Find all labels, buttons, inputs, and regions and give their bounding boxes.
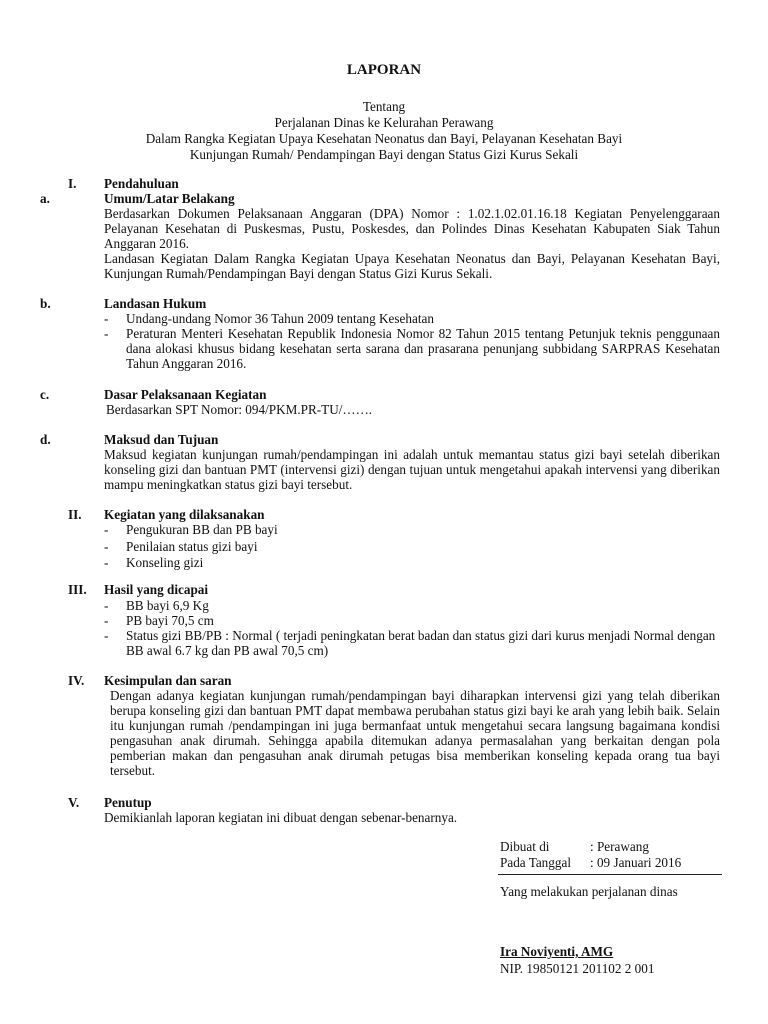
list-dash: - [104, 311, 109, 326]
section-heading: Hasil yang dicapai [104, 582, 209, 597]
section-heading: Penutup [104, 795, 152, 810]
subsection-label: a. [40, 191, 50, 206]
paragraph: Berdasarkan Dokumen Pelaksanaan Anggaran (DPA) Nomor : 1.02.1.02.01.16.18 Kegiatan Penyelenggaraan Pelayanan Kesehatan di Puskesmas, Pustu, Poskesdes, dan Polindes Dinas Kesehatan Kabupaten Siak Tahun Anggaran 2016. [104, 206, 720, 251]
list-item: Konseling gizi [126, 555, 204, 570]
section-number: III. [68, 582, 87, 597]
section-number: I. [68, 176, 77, 191]
list-dash: - [104, 539, 109, 554]
section-number: V. [68, 795, 80, 810]
list-item: Peraturan Menteri Kesehatan Republik Indonesia Nomor 82 Tahun 2015 tentang Petunjuk teknis penggunaan dana alokasi khusus bidang kesehatan serta sarana dan prasarana penunjang subbidang SARPRAS Kesehatan Tahun Anggaran 2016. [126, 326, 720, 371]
list-item: Undang-undang Nomor 36 Tahun 2009 tentang Kesehatan [126, 311, 434, 326]
subsection-label: d. [40, 432, 51, 447]
document-title: LAPORAN [346, 62, 422, 78]
subsection-heading: Dasar Pelaksanaan Kegiatan [104, 387, 267, 402]
subsection-heading: Umum/Latar Belakang [104, 191, 235, 206]
list-dash: - [104, 522, 109, 537]
list-dash: - [104, 628, 109, 643]
subtitle-line-3: Dalam Rangka Kegiatan Upaya Kesehatan Neonatus dan Bayi, Pelayanan Kesehatan Bayi [145, 131, 623, 146]
signer-name: Ira Noviyenti, AMG [500, 944, 614, 959]
date-value: : 09 Januari 2016 [590, 855, 682, 870]
subsection-heading: Maksud dan Tujuan [104, 432, 219, 447]
section-number: IV. [68, 673, 85, 688]
list-item: PB bayi 70,5 cm [126, 613, 214, 628]
paragraph: Demikianlah laporan kegiatan ini dibuat dengan sebenar-benarnya. [104, 810, 458, 825]
paragraph: Maksud kegiatan kunjungan rumah/pendampingan ini adalah untuk memantau status gizi bayi setelah diberikan konseling gizi dan bantuan PMT (intervensi gizi) dengan tujuan untuk mengetahui apakah intervensi yang diberikan mampu meningkatkan status gizi bayi tersebut. [104, 447, 720, 492]
made-in-value: : Perawang [590, 839, 649, 854]
subtitle-line-1: Tentang [362, 99, 406, 114]
signature-divider [498, 874, 722, 875]
list-item: BB bayi 6,9 Kg [126, 598, 209, 613]
list-dash: - [104, 326, 109, 341]
section-heading: Kegiatan yang dilaksanakan [104, 507, 265, 522]
list-dash: - [104, 613, 109, 628]
list-dash: - [104, 598, 109, 613]
list-item: Pengukuran BB dan PB bayi [126, 522, 278, 537]
subsection-label: c. [40, 387, 50, 402]
list-item: Status gizi BB/PB : Normal ( terjadi peningkatan berat badan dan status gizi dari kurus menjadi Normal dengan BB awal 6.7 kg dan PB awal 70,5 cm) [126, 628, 716, 658]
subtitle-line-4: Kunjungan Rumah/ Pendampingan Bayi dengan Status Gizi Kurus Sekali [189, 147, 579, 162]
made-in-label: Dibuat di [500, 839, 550, 854]
paragraph: Dengan adanya kegiatan kunjungan rumah/pendampingan bayi diharapkan intervensi gizi yang telah diberikan berupa konseling gizi dan bantuan PMT dapat membawa perubahan status gizi bayi ke arah yang lebih baik. Selain itu kunjungan rumah /pendampingan ini juga bermanfaat untuk mengetahui secara langsung bagaimana kondisi pengasuhan anak dirumah. Sehingga apabila ditemukan adanya permasalahan yang berkaitan dengan pola pemberian makan dan pengasuhan anak dirumah petugas bisa memberikan konseling kepada orang tua bayi tersebut. [110, 688, 720, 778]
list-dash: - [104, 555, 109, 570]
signer-role: Yang melakukan perjalanan dinas [500, 884, 678, 899]
subsection-heading: Landasan Hukum [104, 296, 207, 311]
paragraph: Landasan Kegiatan Dalam Rangka Kegiatan Upaya Kesehatan Neonatus dan Bayi, Pelayanan Kesehatan Bayi, Kunjungan Rumah/Pendampingan Bayi dengan Status Gizi Kurus Sekali. [104, 251, 720, 281]
list-item: Penilaian status gizi bayi [126, 539, 258, 554]
section-number: II. [68, 507, 82, 522]
section-heading: Pendahuluan [104, 176, 179, 191]
paragraph: Berdasarkan SPT Nomor: 094/PKM.PR-TU/……. [106, 402, 373, 417]
subtitle-line-2: Perjalanan Dinas ke Kelurahan Perawang [274, 115, 494, 130]
signer-nip: NIP. 19850121 201102 2 001 [500, 961, 655, 976]
date-label: Pada Tanggal [500, 855, 571, 870]
section-heading: Kesimpulan dan saran [104, 673, 232, 688]
subsection-label: b. [40, 296, 51, 311]
